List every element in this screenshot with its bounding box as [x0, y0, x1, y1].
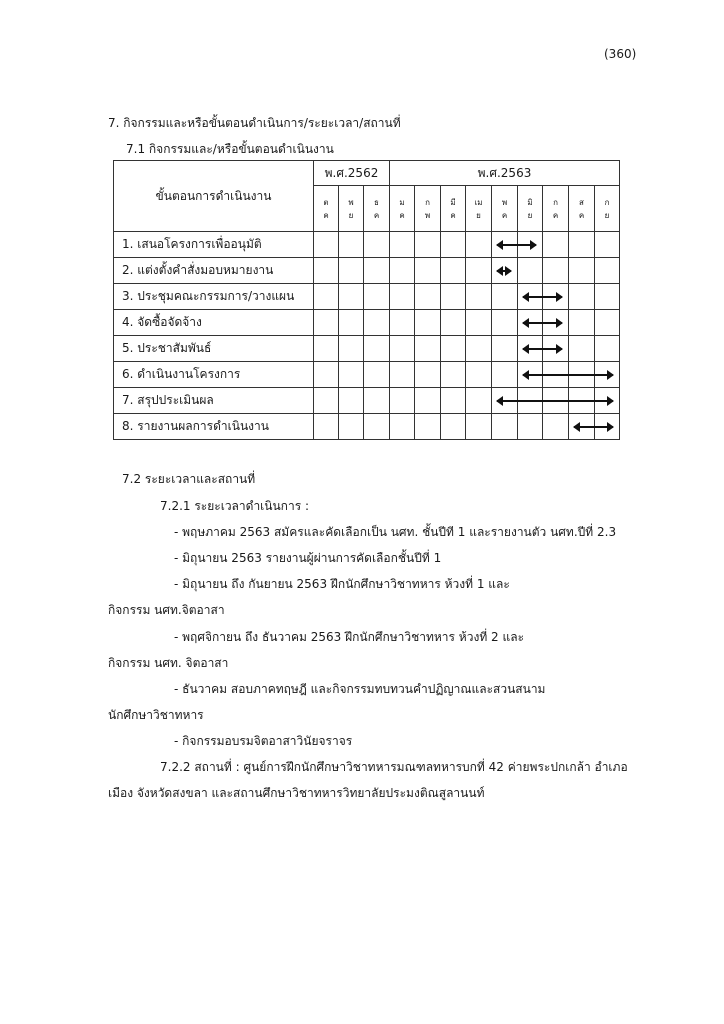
section-heading: 7. กิจกรรมและหรือขั้นตอนดำเนินการ/ระยะเวลา/สถานที่: [108, 116, 401, 130]
month-abbrev-part: พ: [424, 210, 431, 220]
activity-label: 8. รายงานผลการดำเนินงาน: [114, 414, 314, 440]
timeline-cell: [595, 284, 620, 310]
timeline-cell: [466, 388, 492, 414]
timeline-cell: [415, 414, 441, 440]
timeline-cell: [466, 232, 492, 258]
month-header: [314, 186, 339, 232]
timeline-cell: [314, 232, 339, 258]
timeline-cell: [364, 232, 390, 258]
month-abbrev-part: พ: [501, 197, 508, 207]
timeline-cell: [595, 414, 620, 440]
timeline-cell: [339, 336, 364, 362]
month-abbrev-part: ต: [323, 197, 329, 207]
timeline-cell: [518, 414, 543, 440]
month-abbrev-part: ค: [578, 210, 585, 220]
timeline-cell: [415, 362, 441, 388]
timeline-cell: [415, 388, 441, 414]
subsection-heading-7-1: 7.1 กิจกรรมและ/หรือขั้นตอนดำเนินงาน: [126, 142, 334, 156]
timeline-cell: [543, 232, 569, 258]
timeline-cell: [339, 258, 364, 284]
timeline-cell: [518, 284, 543, 310]
timeline-cell: [595, 362, 620, 388]
timeline-cell: [314, 336, 339, 362]
paragraph-7-2-2: 7.2.2 สถานที่ : ศูนย์การฝึกนักศึกษาวิชาทหารมณฑลทหารบกที่ 42 ค่ายพระปกเกล้า อำเภอ: [160, 760, 628, 774]
timeline-cell: [339, 362, 364, 388]
timeline-cell: [466, 336, 492, 362]
timeline-cell: [569, 310, 595, 336]
activity-label: 7. สรุปประเมินผล: [114, 388, 314, 414]
timeline-cell: [339, 388, 364, 414]
timeline-cell: [518, 310, 543, 336]
timeline-cell: [339, 232, 364, 258]
timeline-cell: [390, 232, 415, 258]
timeline-cell: [492, 310, 518, 336]
timeline-cell: [441, 336, 466, 362]
column-header-steps: ขั้นตอนการดำเนินงาน: [114, 161, 314, 232]
month-header: [595, 186, 620, 232]
timeline-cell: [441, 362, 466, 388]
timeline-cell: [390, 414, 415, 440]
timeline-cell: [466, 258, 492, 284]
timeline-cell: [364, 258, 390, 284]
year-header-2562: พ.ศ.2562: [314, 161, 390, 186]
month-abbrev-part: ม: [399, 197, 405, 207]
table-row: [114, 258, 620, 284]
timeline-cell: [492, 388, 518, 414]
month-abbrev-part: ก: [553, 197, 558, 207]
table-row: [114, 232, 620, 258]
timeline-cell: [364, 336, 390, 362]
bullet-december: - ธันวาคม สอบภาคทฤษฎี และกิจกรรมทบทวนคำปฏิญาณและสวนสนาม: [174, 682, 546, 696]
timeline-cell: [492, 232, 518, 258]
timeline-cell: [492, 336, 518, 362]
page-number: (360): [604, 47, 637, 61]
timeline-cell: [543, 258, 569, 284]
activity-label: 2. แต่งตั้งคำสั่งมอบหมายงาน: [114, 258, 314, 284]
table-row: [114, 336, 620, 362]
timeline-cell: [492, 362, 518, 388]
month-abbrev-part: ย: [348, 210, 354, 220]
paragraph-7-2-1: 7.2.1 ระยะเวลาดำเนินการ :: [160, 499, 309, 513]
month-header: [518, 186, 543, 232]
timeline-cell: [441, 284, 466, 310]
timeline-cell: [492, 414, 518, 440]
schedule-table: [113, 160, 620, 440]
bullet-june-2563: - มิถุนายน 2563 รายงานผู้ผ่านการคัดเลือกชั้นปีที่ 1: [174, 551, 442, 565]
timeline-cell: [314, 414, 339, 440]
activity-label: 3. ประชุมคณะกรรมการ/วางแผน: [114, 284, 314, 310]
timeline-cell: [314, 310, 339, 336]
timeline-cell: [441, 310, 466, 336]
month-header: [492, 186, 518, 232]
bullet-may-2563: - พฤษภาคม 2563 สมัครและคัดเลือกเป็น นศท. ชั้นปีที 1 และรายงานตัว นศท.ปีที่ 2.3: [174, 525, 617, 539]
month-abbrev-part: ก: [425, 197, 430, 207]
bullet-nov-dec-2563: - พฤศจิกายน ถึง ธันวาคม 2563 ฝึกนักศึกษาวิชาทหาร ห้วงที่ 2 และ: [174, 630, 525, 644]
timeline-cell: [390, 310, 415, 336]
timeline-cell: [339, 310, 364, 336]
month-abbrev-part: ค: [399, 210, 405, 220]
timeline-cell: [569, 362, 595, 388]
timeline-cell: [314, 388, 339, 414]
month-abbrev-part: ค: [501, 210, 508, 220]
bullet-traffic-training: - กิจกรรมอบรมจิตอาสาวินัยจราจร: [174, 734, 353, 748]
month-abbrev-part: ส: [579, 197, 584, 207]
table-row: [114, 414, 620, 440]
timeline-cell: [518, 388, 543, 414]
month-abbrev-part: ย: [476, 210, 481, 220]
timeline-cell: [364, 414, 390, 440]
table-row: [114, 310, 620, 336]
month-abbrev-part: ย: [527, 210, 533, 220]
timeline-cell: [466, 362, 492, 388]
month-abbrev-part: มิ: [527, 197, 533, 207]
timeline-cell: [415, 258, 441, 284]
timeline-cell: [543, 310, 569, 336]
timeline-cell: [314, 258, 339, 284]
paragraph-7-2-2-continuation: เมือง จังหวัดสงขลา และสถานศึกษาวิชาทหารวิทยาลัยประมงติณสูลานนท์: [108, 786, 485, 800]
timeline-cell: [595, 232, 620, 258]
timeline-cell: [543, 388, 569, 414]
year-header-2563: พ.ศ.2563: [390, 161, 620, 186]
timeline-cell: [390, 258, 415, 284]
timeline-cell: [492, 258, 518, 284]
activity-label: 1. เสนอโครงการเพื่ออนุมัติ: [114, 232, 314, 258]
month-header: [543, 186, 569, 232]
timeline-cell: [364, 388, 390, 414]
timeline-cell: [415, 284, 441, 310]
timeline-cell: [415, 232, 441, 258]
timeline-cell: [415, 336, 441, 362]
timeline-cell: [339, 414, 364, 440]
timeline-cell: [492, 284, 518, 310]
timeline-cell: [569, 232, 595, 258]
timeline-cell: [569, 284, 595, 310]
month-header: [466, 186, 492, 232]
timeline-cell: [466, 284, 492, 310]
timeline-cell: [518, 336, 543, 362]
month-header: [441, 186, 466, 232]
timeline-cell: [569, 258, 595, 284]
month-abbrev-part: เม: [474, 197, 483, 207]
month-abbrev-part: ค: [373, 210, 380, 220]
timeline-cell: [543, 336, 569, 362]
month-header: [364, 186, 390, 232]
timeline-cell: [518, 362, 543, 388]
timeline-cell: [441, 258, 466, 284]
month-abbrev-part: มี: [450, 197, 456, 207]
month-header: [390, 186, 415, 232]
timeline-cell: [543, 414, 569, 440]
timeline-cell: [441, 232, 466, 258]
month-header: [415, 186, 441, 232]
timeline-cell: [390, 388, 415, 414]
month-abbrev-part: พ: [348, 197, 354, 207]
month-abbrev-part: ธ: [374, 197, 379, 207]
duration-arrow: [497, 270, 511, 272]
bullet-continuation: นักศึกษาวิชาทหาร: [108, 708, 204, 722]
timeline-cell: [569, 336, 595, 362]
timeline-cell: [364, 284, 390, 310]
month-abbrev-part: ค: [450, 210, 456, 220]
timeline-cell: [415, 310, 441, 336]
timeline-cell: [364, 362, 390, 388]
timeline-cell: [314, 362, 339, 388]
timeline-cell: [569, 388, 595, 414]
month-abbrev-part: ค: [323, 210, 329, 220]
timeline-cell: [390, 284, 415, 310]
timeline-cell: [364, 310, 390, 336]
timeline-cell: [390, 336, 415, 362]
timeline-cell: [543, 284, 569, 310]
timeline-cell: [314, 284, 339, 310]
timeline-cell: [339, 284, 364, 310]
table-row: [114, 284, 620, 310]
timeline-cell: [518, 232, 543, 258]
timeline-cell: [390, 362, 415, 388]
month-abbrev-part: ย: [604, 210, 610, 220]
timeline-cell: [441, 388, 466, 414]
month-abbrev-part: ก: [604, 197, 610, 207]
timeline-cell: [441, 414, 466, 440]
timeline-cell: [466, 414, 492, 440]
timeline-cell: [543, 362, 569, 388]
timeline-cell: [466, 310, 492, 336]
table-row: [114, 362, 620, 388]
timeline-cell: [595, 310, 620, 336]
activity-label: 6. ดำเนินงานโครงการ: [114, 362, 314, 388]
timeline-cell: [595, 388, 620, 414]
bullet-continuation: กิจกรรม นศท. จิตอาสา: [108, 656, 229, 670]
subsection-heading-7-2: 7.2 ระยะเวลาและสถานที่: [122, 472, 256, 486]
month-header: [339, 186, 364, 232]
timeline-cell: [595, 258, 620, 284]
month-abbrev-part: ค: [552, 210, 559, 220]
bullet-continuation: กิจกรรม นศท.จิตอาสา: [108, 603, 225, 617]
activity-label: 5. ประชาสัมพันธ์: [114, 336, 314, 362]
timeline-cell: [518, 258, 543, 284]
timeline-cell: [569, 414, 595, 440]
table-row: [114, 388, 620, 414]
activity-label: 4. จัดซื้อจัดจ้าง: [114, 310, 314, 336]
timeline-cell: [595, 336, 620, 362]
bullet-june-sept-2563: - มิถุนายน ถึง กันยายน 2563 ฝึกนักศึกษาวิชาทหาร ห้วงที่ 1 และ: [174, 577, 510, 591]
month-header: [569, 186, 595, 232]
